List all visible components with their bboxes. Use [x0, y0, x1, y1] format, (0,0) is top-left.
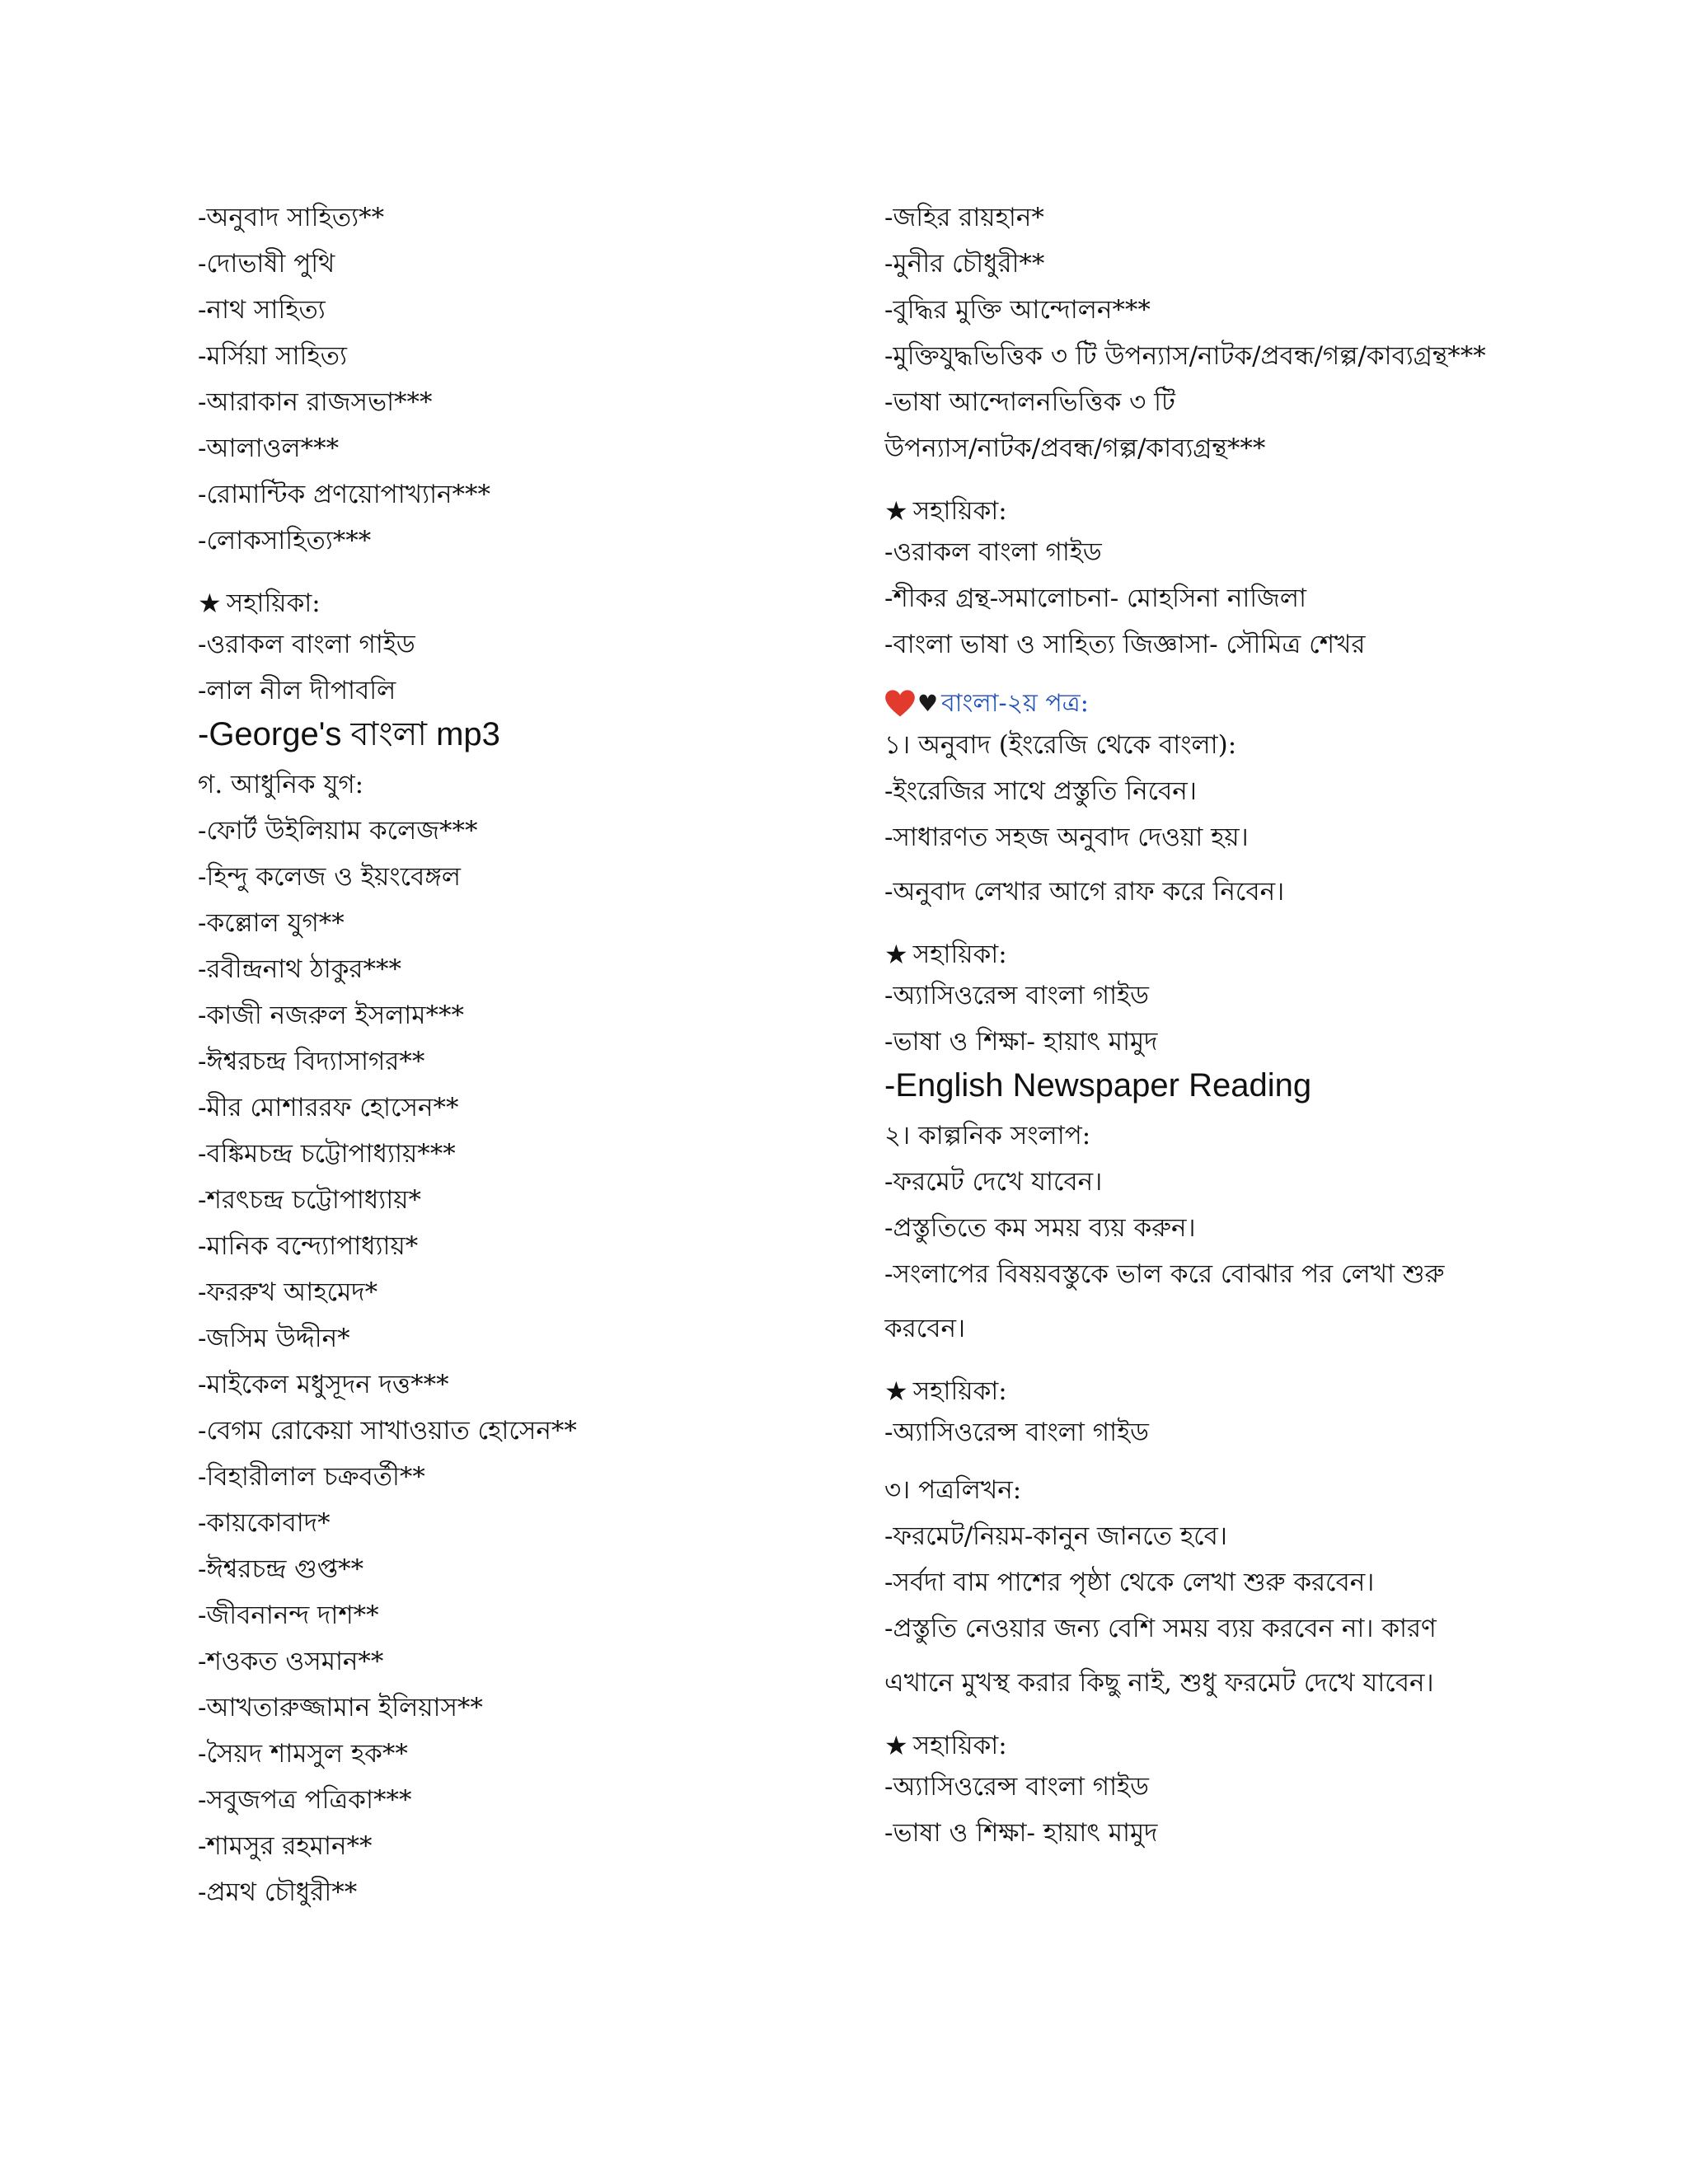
list-item: -আরাকান রাজসভা*** — [198, 387, 433, 417]
list-item: -প্রস্তুতি নেওয়ার জন্য বেশি সময় ব্যয় করবেন না। কারণ — [884, 1614, 1437, 1643]
list-item: -সৈয়দ শামসুল হক** — [198, 1739, 408, 1769]
list-item: -কাজী নজরুল ইসলাম*** — [198, 1001, 464, 1030]
list-item: -হিন্দু কলেজ ও ইয়ংবেঙ্গল — [198, 862, 461, 892]
list-item: -প্রস্তুতিতে কম সময় ব্যয় করুন। — [884, 1213, 1196, 1243]
list-item: -অ্যাসিওরেন্স বাংলা গাইড — [884, 1772, 1149, 1802]
section-heading: ৩। পত্রলিখন: — [884, 1475, 1022, 1505]
list-item: -কায়কোবাদ* — [198, 1508, 331, 1538]
list-item: -শরৎচন্দ্র চট্টোপাধ্যায়* — [198, 1185, 421, 1215]
list-item: -আখতারুজ্জামান ইলিয়াস** — [198, 1693, 483, 1722]
list-item: -দোভাষী পুথি — [198, 249, 335, 279]
list-item: -ঈশ্বরচন্দ্র গুপ্ত** — [198, 1554, 364, 1584]
list-item: -রোমান্টিক প্রণয়োপাখ্যান*** — [198, 480, 491, 509]
list-item: -অ্যাসিওরেন্স বাংলা গাইড — [884, 1418, 1149, 1447]
list-item: -অনুবাদ লেখার আগে রাফ করে নিবেন। — [884, 877, 1285, 907]
star-icon: ★ — [884, 494, 908, 527]
list-item: -শওকত ওসমান** — [198, 1647, 384, 1676]
helper-heading-label: সহায়িকা: — [912, 939, 1007, 969]
list-item: -ওরাকল বাংলা গাইড — [884, 537, 1102, 567]
list-item: -জহির রায়হান* — [884, 203, 1044, 232]
list-item: -সর্বদা বাম পাশের পৃষ্ঠা থেকে লেখা শুরু করবেন। — [884, 1568, 1375, 1597]
section-heading: ১। অনুবাদ (ইংরেজি থেকে বাংলা): — [884, 730, 1237, 760]
list-item: -ফরমেট দেখে যাবেন। — [884, 1167, 1103, 1197]
star-icon: ★ — [884, 1729, 908, 1761]
list-item-continuation: এখানে মুখস্থ করার কিছু নাই, শুধু ফরমেট দেখে যাবেন। — [884, 1668, 1434, 1698]
list-item: -বেগম রোকেয়া সাখাওয়াত হোসেন** — [198, 1416, 577, 1446]
list-item: -ভাষা ও শিক্ষা- হায়াৎ মামুদ — [884, 1027, 1158, 1057]
list-item: -বিহারীলাল চক্রবর্তী** — [198, 1462, 425, 1492]
list-item: -লোকসাহিত্য*** — [198, 526, 372, 555]
list-item: -মুনীর চৌধুরী** — [884, 249, 1045, 279]
list-item: -ইংরেজির সাথে প্রস্তুতি নিবেন। — [884, 776, 1197, 806]
mp3-line: -George's বাংলা mp3 — [198, 716, 500, 752]
list-item: -লাল নীল দীপাবলি — [198, 676, 396, 705]
helper-heading — [884, 1719, 1610, 1765]
list-item: -কল্লোল যুগ** — [198, 908, 345, 938]
left-column — [198, 196, 857, 1917]
list-item: -বাংলা ভাষা ও সাহিত্য জিজ্ঞাসা- সৌমিত্র শেখর — [884, 630, 1366, 659]
paper2-heading — [884, 677, 1610, 724]
helper-heading — [884, 485, 1610, 531]
helper-heading-label: সহায়িকা: — [226, 588, 321, 618]
helper-heading — [884, 928, 1610, 974]
list-item: -শামসুর রহমান** — [198, 1831, 373, 1861]
list-item: -জসিম উদ্দীন* — [198, 1324, 350, 1353]
list-item: -রবীন্দ্রনাথ ঠাকুর*** — [198, 954, 401, 984]
helper-heading-label: সহায়িকা: — [912, 495, 1007, 526]
list-item: -নাথ সাহিত্য — [198, 295, 326, 325]
list-item: -বুদ্ধির মুক্তি আন্দোলন*** — [884, 295, 1151, 325]
list-item: -প্রমথ চৌধুরী** — [198, 1877, 358, 1907]
helper-heading — [198, 577, 857, 623]
list-item: -সবুজপত্র পত্রিকা*** — [198, 1785, 412, 1815]
list-item: -শীকর গ্রন্থ-সমালোচনা- মোহসিনা নাজিলা — [884, 583, 1306, 613]
list-item: -সংলাপের বিষয়বস্তুকে ভাল করে বোঝার পর লেখা শুরু — [884, 1259, 1445, 1289]
star-icon: ★ — [884, 1375, 908, 1407]
list-item: -মর্সিয়া সাহিত্য — [198, 341, 348, 371]
list-item: -ফোর্ট উইলিয়াম কলেজ*** — [198, 816, 478, 846]
helper-heading-label: সহায়িকা: — [912, 1730, 1007, 1760]
list-item: -বঙ্কিমচন্দ্র চট্টোপাধ্যায়*** — [198, 1139, 456, 1169]
section-heading: গ. আধুনিক যুগ: — [198, 770, 364, 799]
star-icon: ★ — [884, 938, 908, 970]
list-item: -ফররুখ আহমেদ* — [198, 1277, 378, 1307]
list-item: -জীবনানন্দ দাশ** — [198, 1601, 379, 1630]
list-item: -মুক্তিযুদ্ধভিত্তিক ৩ টি উপন্যাস/নাটক/প্রবন্ধ/গল্প/কাব্যগ্রন্থ*** — [884, 341, 1486, 371]
list-item: -অনুবাদ সাহিত্য** — [198, 203, 385, 232]
list-item-continuation: করবেন। — [884, 1314, 966, 1343]
list-item: -ওরাকল বাংলা গাইড — [198, 630, 415, 659]
list-item: -সাধারণত সহজ অনুবাদ দেওয়া হয়। — [884, 823, 1249, 852]
list-item: -অ্যাসিওরেন্স বাংলা গাইড — [884, 981, 1149, 1010]
helper-heading — [884, 1365, 1610, 1411]
helper-heading-label: সহায়িকা: — [912, 1376, 1007, 1406]
list-item: -আলাওল*** — [198, 434, 340, 463]
list-item: -মীর মোশাররফ হোসেন** — [198, 1093, 459, 1122]
list-item: -মানিক বন্দ্যোপাধ্যায়* — [198, 1231, 419, 1261]
list-item: -ঈশ্বরচন্দ্র বিদ্যাসাগর** — [198, 1047, 425, 1076]
paper2-title: বাংলা-২য় পত্র: — [941, 688, 1089, 718]
heart-icon — [884, 689, 916, 719]
list-item: -ফরমেট/নিয়ম-কানুন জানতে হবে। — [884, 1521, 1227, 1551]
list-item: -মাইকেল মধুসূদন দত্ত*** — [198, 1370, 449, 1399]
star-icon: ★ — [198, 587, 222, 619]
right-column — [884, 196, 1610, 1858]
english-line: -English Newspaper Reading — [884, 1067, 1312, 1104]
list-item: -ভাষা আন্দোলনভিত্তিক ৩ টি — [884, 387, 1175, 417]
small-heart-icon: ♥ — [917, 689, 939, 717]
list-item: উপন্যাস/নাটক/প্রবন্ধ/গল্প/কাব্যগ্রন্থ*** — [884, 434, 1266, 463]
section-heading: ২। কাল্পনিক সংলাপ: — [884, 1121, 1091, 1151]
list-item: -ভাষা ও শিক্ষা- হায়াৎ মামুদ — [884, 1818, 1158, 1848]
